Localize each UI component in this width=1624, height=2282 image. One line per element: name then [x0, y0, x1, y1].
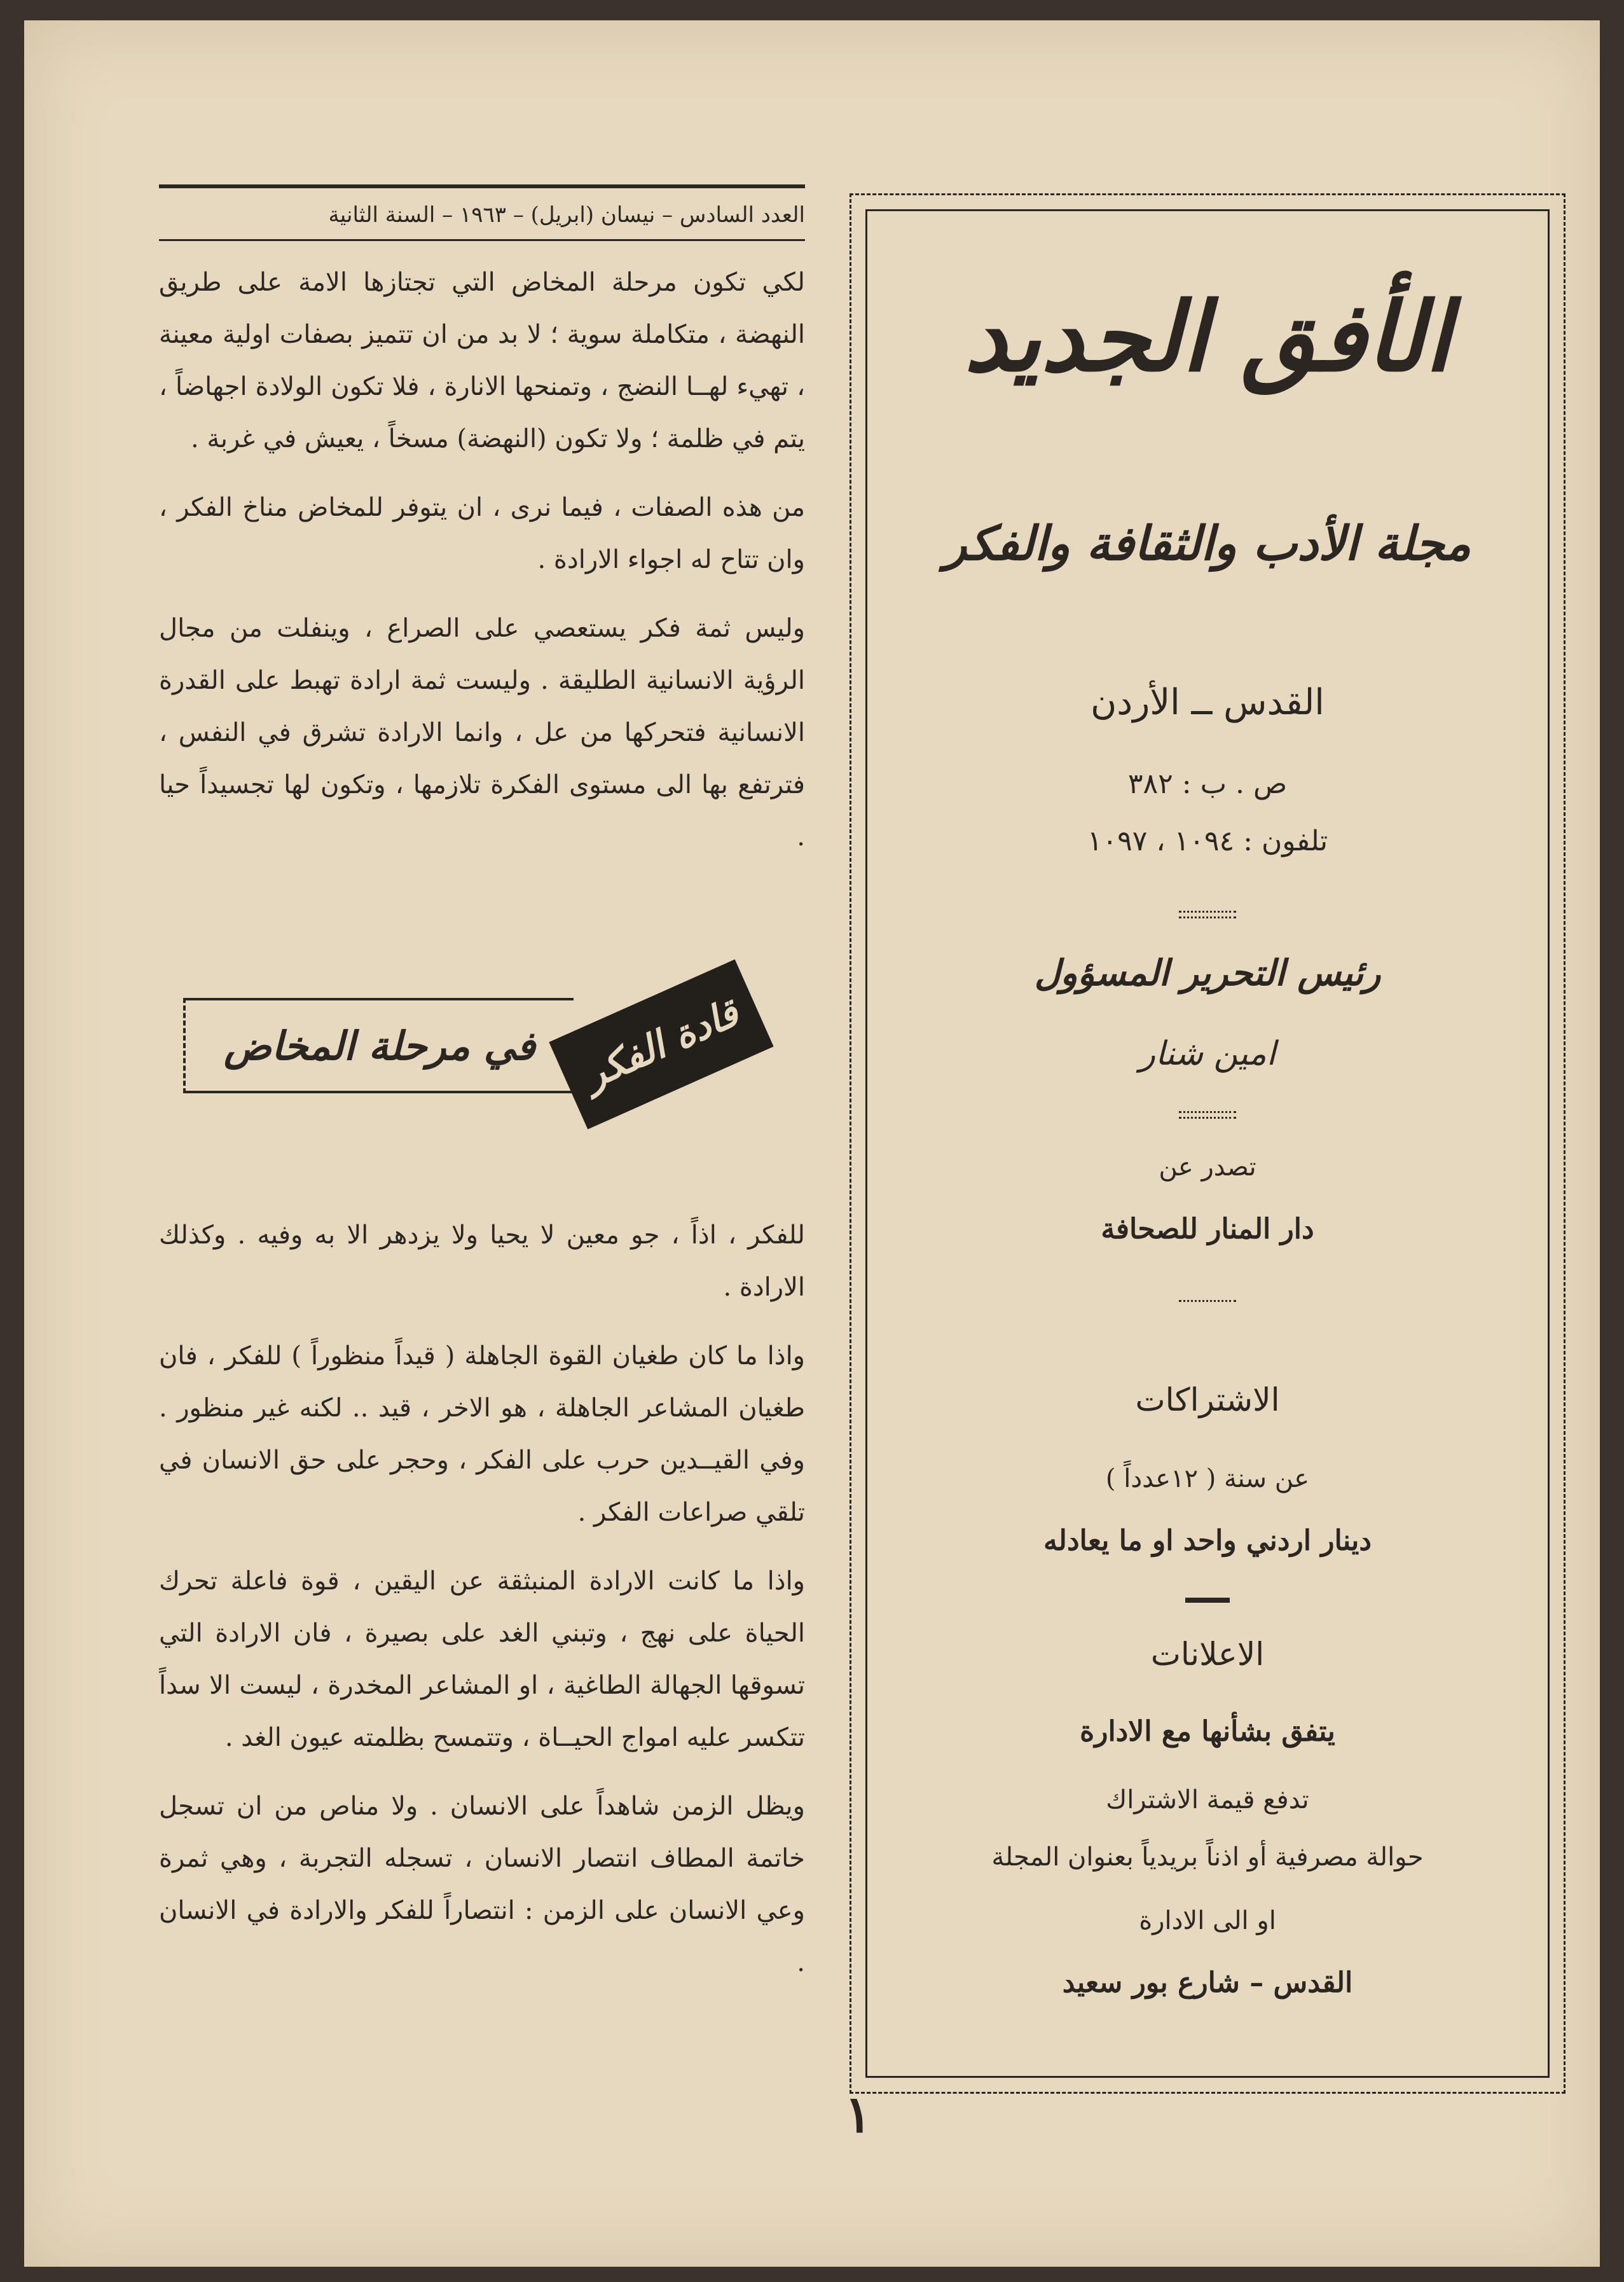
article-paragraph: واذا ما كانت الارادة المنبثقة عن اليقين ، قوة فاعلة تحرك الحياة على نهج ، وتبني الغد على بصيرة ، فان الارادة التي تسوقها الجهالة الطاغية ، او المشاعر المخدرة ، ليست الا سداً تتكسر عليه امواج الحيــاة ، وتتمسح بظلمته عيون الغد .: [159, 1566, 805, 1752]
article-title-banner: [159, 933, 805, 1156]
article-paragraph: واذا ما كان طغيان القوة الجاهلة ( قيداً منظوراً ) للفكر ، فان طغيان المشاعر الجاهلة ، هو الاخر ، قيد .. لكنه غير منظور . وفي القيــدين حرب على الفكر ، وحجر على حق الانسان في تلقي صراعات الفكر .: [159, 1341, 805, 1527]
article-paragraph: وليس ثمة فكر يستعصي على الصراع ، وينفلت من مجال الرؤية الانسانية الطليقة . وليست ثمة ارادة تهبط على القدرة الانسانية فتحركها من عل ، وانما الارادة تشرق في النفس ، فترتفع بها الى مستوى الفكرة تلازمها ، وتكون لها تجسيداً حيا .: [159, 614, 805, 852]
issue-line: العدد السادس – نيسان (ابريل) – ١٩٦٣ – السنة الثانية: [328, 202, 805, 228]
column-tag: [549, 959, 773, 1129]
magazine-title: الأفق الجديد: [964, 281, 1451, 393]
title-scroll: [183, 998, 574, 1093]
article-column: [159, 184, 805, 1989]
issue-rule: [159, 239, 805, 241]
admin-address: القدس – شارع بور سعيد: [1062, 1967, 1353, 1999]
payment-heading: تدفع قيمة الاشتراك: [1106, 1785, 1309, 1815]
editor-name: امين شنار: [1139, 1035, 1276, 1073]
editor-label: رئيس التحرير المسؤول: [1034, 952, 1381, 994]
ads-note: يتفق بشأنها مع الادارة: [1080, 1715, 1335, 1748]
publisher-name: دار المنار للصحافة: [1101, 1213, 1314, 1245]
article-paragraph: ويظل الزمن شاهداً على الانسان . ولا مناص من ان تسجل خاتمة المطاف انتصار الانسان ، تسجله التجربة ، وهي ثمرة وعي الانسان على الزمن : انتصاراً للفكر والارادة في الانسان .: [159, 1792, 805, 1977]
subscriptions-heading: الاشتراكات: [1135, 1381, 1280, 1418]
issued-by-label: تصدر عن: [1159, 1152, 1256, 1182]
subscription-term: عن سنة ( ١٢عدداً ): [1105, 1464, 1310, 1493]
article-paragraph: للفكر ، اذاً ، جو معين لا يحيا ولا يزدهر الا به وفيه . وكذلك الارادة .: [159, 1221, 805, 1302]
separator-dots: [1179, 911, 1236, 918]
masthead-box: [850, 193, 1566, 2094]
masthead-inner-frame: [865, 209, 1550, 2078]
payment-alternative: او الى الادارة: [1139, 1906, 1276, 1935]
separator-dots: [1179, 1111, 1236, 1119]
po-box: ص . ب : ٣٨٢: [1127, 768, 1288, 800]
separator-dots: [1179, 1300, 1236, 1302]
subscription-price: دينار اردني واحد او ما يعادله: [1043, 1525, 1372, 1557]
magazine-subtitle: مجلة الأدب والثقافة والفكر: [944, 516, 1471, 571]
ads-heading: الاعلانات: [1150, 1636, 1265, 1673]
payment-method: حوالة مصرفية أو اذناً بريدياً بعنوان المجلة: [991, 1843, 1424, 1872]
phone-line: تلفون : ١٠٩٤ ، ١٠٩٧: [1087, 825, 1328, 857]
column-tag-label: قادة الفكر: [577, 990, 745, 1098]
article-paragraph: لكي تكون مرحلة المخاض التي تجتازها الامة على طريق النهضة ، متكاملة سوية ؛ لا بد من ان تتميز بصفات اولية معينة ، تهيء لهــا النضج ، وتمنحها الانارة ، فلا تكون الولادة اجهاضاً ، يتم في ظلمة ؛ ولا تكون (النهضة) مسخاً ، يعيش في غربة .: [159, 268, 805, 453]
magazine-page: [24, 20, 1600, 2267]
article-paragraph: من هذه الصفات ، فيما نرى ، ان يتوفر للمخاض مناخ الفكر ، وان تتاح له اجواء الارادة .: [159, 493, 805, 574]
page-number: ١: [844, 2084, 872, 2144]
separator-dash: [1185, 1598, 1230, 1603]
article-title: في مرحلة المخاض: [224, 1022, 535, 1069]
city-line: القدس ــ الأردن: [1091, 682, 1325, 723]
